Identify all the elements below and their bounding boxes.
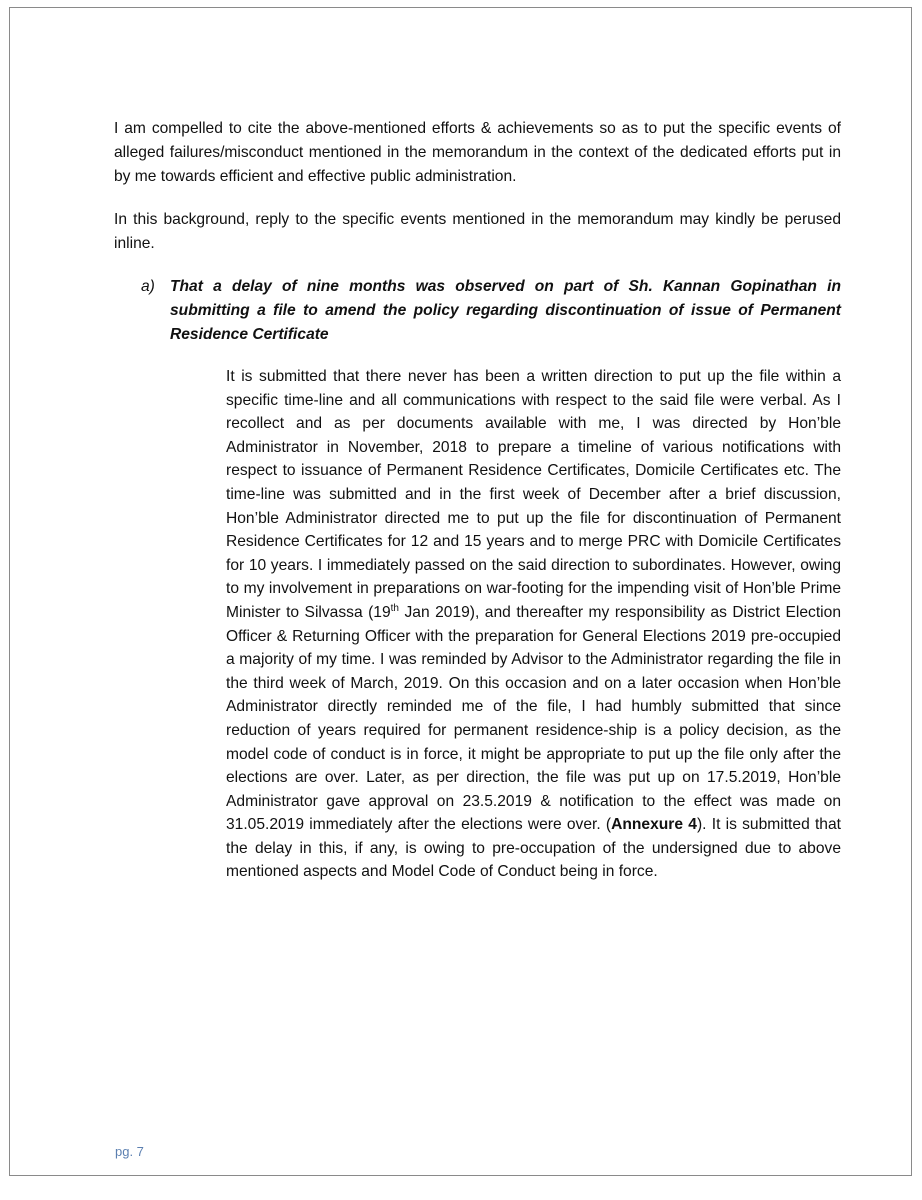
page-number: pg. 7 bbox=[115, 1144, 144, 1159]
item-body-text-2: Jan 2019), and thereafter my responsibility as District Election Officer & Returning Officer with the preparation for General Elections 2019 pre-occupied a majority of my time. I was reminded by Advisor to the Administrator regarding the file in the third week of March, 2019. On this occasion and on a later occasion when Hon’ble Administrator directly reminded me of the file, I had humbly submitted that since reduction of years required for permanent residence-ship is a policy decision, as the model code of conduct is in force, it might be appropriate to put up the file only after the elections are over. Later, as per direction, the file was put up on 17.5.2019, Hon’ble Administrator gave approval on 23.5.2019 & notification to the effect was made on 31.05.2019 immediately after the elections were over. ( bbox=[226, 603, 841, 834]
item-body-text-3: ). It is submitted that the delay in this, if any, is owing to pre-occupation of the undersigned due to above mentioned aspects and Model Code of Conduct being in force. bbox=[226, 816, 841, 881]
item-body-text-1: It is submitted that there never has been a written direction to put up the file within a specific time-line and all communications with respect to the said file were verbal. As I recollect and as per documents available with me, I was directed by Hon’ble Administrator in November, 2018 to prepare a timeline of various notifications with respect to issuance of Permanent Residence Certificates, Domicile Certificates etc. The time-line was submitted and in the first week of December after a brief discussion, Hon’ble Administrator directed me to put up the file for discontinuation of Permanent Residence Certificates for 12 and 15 years and to merge PRC with Domicile Certificates for 10 years. I immediately passed on the said direction to subordinates. However, owing to my involvement in preparations on war-footing for the impending visit of Hon’ble Prime Minister to Silvassa (19 bbox=[226, 368, 841, 621]
annexure-reference: Annexure 4 bbox=[611, 816, 697, 834]
document-page bbox=[9, 7, 912, 1176]
list-marker-a: a) bbox=[141, 278, 155, 295]
item-body-superscript: th bbox=[390, 602, 399, 614]
item-heading-a: That a delay of nine months was observed on part of Sh. Kannan Gopinathan in submitting a file to amend the policy regarding discontinuation of issue of Permanent Residence Certificate bbox=[170, 278, 841, 343]
item-body-a bbox=[226, 365, 841, 884]
paragraph-background: In this background, reply to the specific events mentioned in the memorandum may kindly be perused inline. bbox=[114, 211, 841, 252]
paragraph-efforts: I am compelled to cite the above-mentioned efforts & achievements so as to put the specific events of alleged failures/misconduct mentioned in the memorandum in the context of the dedicated efforts put in by me towards efficient and effective public administration. bbox=[114, 120, 841, 185]
